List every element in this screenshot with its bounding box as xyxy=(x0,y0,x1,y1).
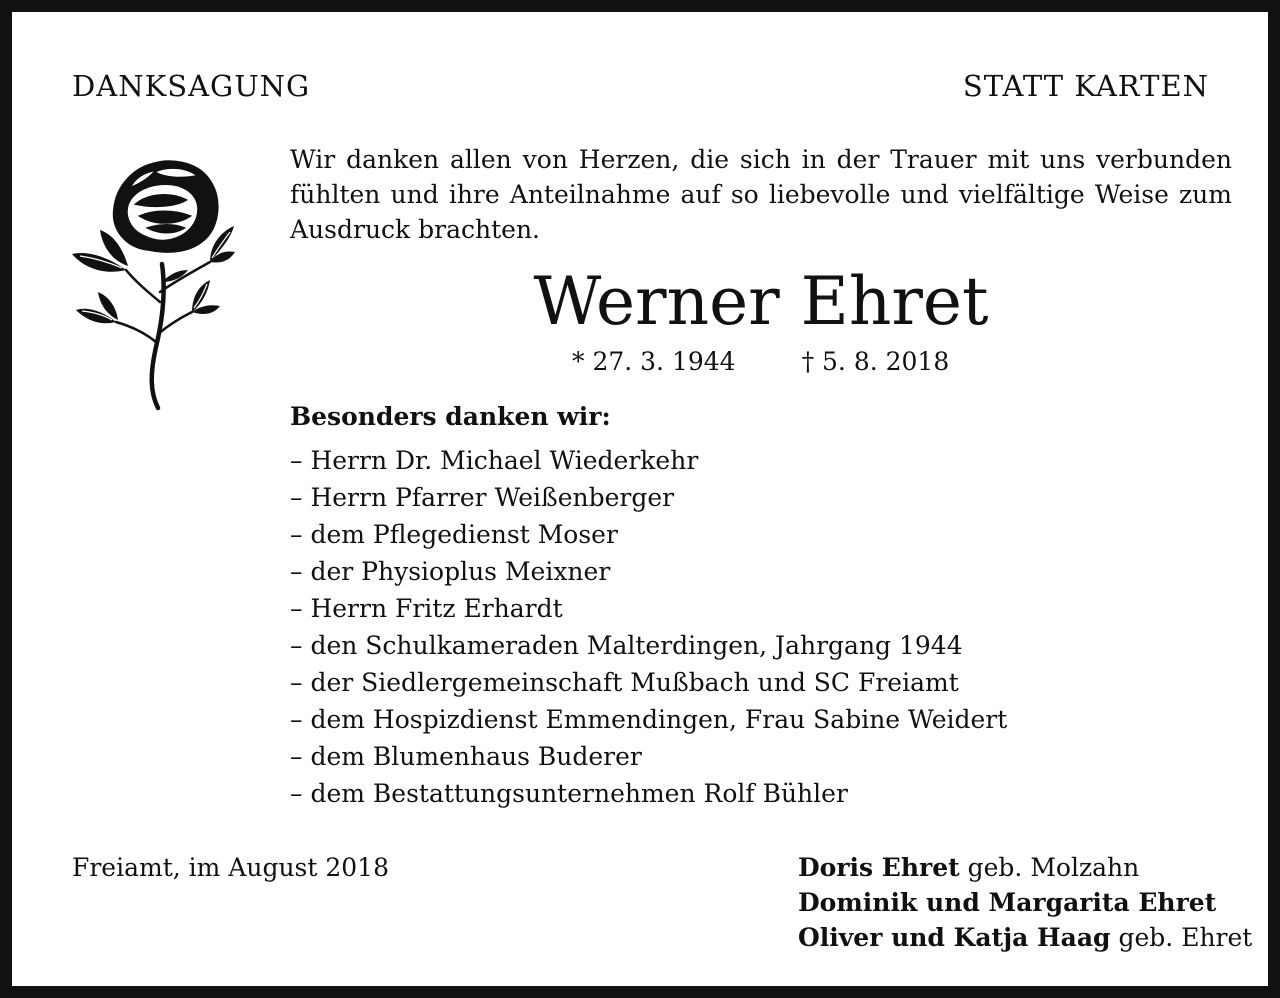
header-statt-karten: STATT KARTEN xyxy=(962,69,1209,103)
intro-text: Wir danken allen von Herzen, die sich in der Trauer mit uns verbunden fühlten und ihre Anteilnahme auf so liebevolle und vielfältige Weise zum Ausdruck brachten. xyxy=(290,145,1232,244)
place-date: Freiamt, im August 2018 xyxy=(72,853,389,882)
life-dates xyxy=(572,345,949,379)
header-danksagung: DANKSAGUNG xyxy=(72,69,311,103)
list-item: – Herrn Dr. Michael Wiederkehr xyxy=(290,446,699,475)
deceased-name: Werner Ehret xyxy=(533,263,989,340)
list-item: – dem Blumenhaus Buderer xyxy=(290,742,642,771)
list-item: – dem Hospizdienst Emmendingen, Frau Sabine Weidert xyxy=(290,705,1008,734)
list-item: – der Siedlergemeinschaft Mußbach und SC Freiamt xyxy=(290,668,959,697)
signature-line xyxy=(798,920,1252,955)
list-item: – Herrn Fritz Erhardt xyxy=(290,594,563,623)
death-date: † 5. 8. 2018 xyxy=(801,347,950,376)
signature-line xyxy=(798,885,1252,920)
list-item: – dem Pflegedienst Moser xyxy=(290,520,618,549)
signature-suffix: geb. Ehret xyxy=(1110,923,1253,952)
thanks-heading: Besonders danken wir: xyxy=(290,402,611,431)
signature-line xyxy=(798,850,1252,885)
list-item: – den Schulkameraden Malterdingen, Jahrgang 1944 xyxy=(290,631,963,660)
signatures xyxy=(798,850,1252,955)
rose-icon xyxy=(70,142,235,412)
list-item: – Herrn Pfarrer Weißenberger xyxy=(290,483,675,512)
signature-suffix: geb. Molzahn xyxy=(959,853,1140,882)
list-item: – dem Bestattungsunternehmen Rolf Bühler xyxy=(290,779,848,808)
birth-date: * 27. 3. 1944 xyxy=(572,347,736,376)
signature-name: Doris Ehret xyxy=(798,853,960,882)
list-item: – der Physioplus Meixner xyxy=(290,557,611,586)
signature-name: Oliver und Katja Haag xyxy=(798,923,1111,952)
thanks-list xyxy=(290,442,1007,812)
signature-name: Dominik und Margarita Ehret xyxy=(798,888,1217,917)
